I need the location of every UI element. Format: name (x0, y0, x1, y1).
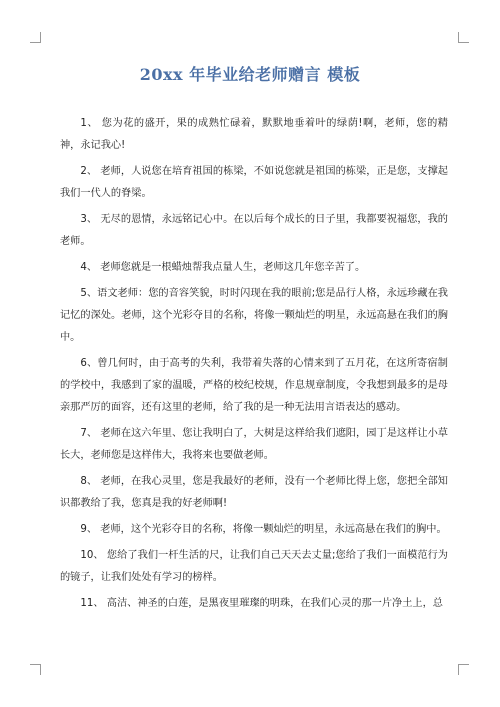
crop-mark-top-right (458, 32, 469, 43)
paragraph-2: 2、 老师，人说您在培育祖国的栋梁，不如说您就是祖国的栋梁，正是您，支撑起我们一代人的脊梁。 (60, 166, 448, 199)
crop-mark-top-left (30, 32, 41, 43)
paragraph-6: 6、曾几何时，由于高考的失利，我带着失落的心情来到了五月花，在这所寄宿制的学校中，我感到了家的温暖，严格的校纪校规，作息规章制度，令我想到最多的是母亲那严厉的面容，还有这里的老师，给了我的是一种无法用言语表达的感动。 (60, 358, 448, 413)
document-title: 20xx 年毕业给老师赠言 模板 (139, 65, 361, 84)
paragraph-11: 11、 高洁、神圣的白莲，是黑夜里璀璨的明珠，在我们心灵的那一片净土上，总 (80, 598, 443, 609)
paragraph-5: 5、语文老师：您的音容笑貌，时时闪现在我的眼前;您是品行人格，永远珍藏在我记忆的深处。老师，这个光彩夺目的名称，将像一颗灿烂的明星，永远高悬在我们的胸中。 (60, 288, 448, 343)
paragraph-8: 8、 老师，在我心灵里，您是我最好的老师，没有一个老师比得上您，您把全部知识都教给了我，您真是我的好老师啊! (60, 476, 448, 509)
paragraph-3: 3、 无尽的恩情，永远铭记心中。在以后每个成长的日子里，我都要祝福您，我的老师。 (60, 214, 448, 247)
paragraph-7: 7、 老师在这六年里、您让我明白了，大树是这样给我们遮阳，园丁是这样让小草长大，老师您是这样伟大，我将来也要做老师。 (60, 428, 448, 461)
paragraph-4: 4、 老师您就是一根蜡烛帮我点量人生，老师这几年您辛苦了。 (80, 262, 366, 273)
crop-mark-bottom-right (458, 664, 469, 675)
paragraph-1: 1、 您为花的盛开，果的成熟忙碌着，默默地垂着叶的绿荫!啊，老师，您的精神，永记我心! (60, 118, 448, 151)
paragraph-10: 10、 您给了我们一杆生活的尺，让我们自己天天去丈量;您给了我们一面模范行为的镜子，让我们处处有学习的榜样。 (60, 550, 448, 583)
document-body (60, 113, 448, 619)
paragraph-9: 9、 老师，这个光彩夺目的名称，将像一颗灿烂的明星，永远高悬在我们的胸中。 (80, 524, 447, 535)
crop-mark-bottom-left (30, 664, 41, 675)
